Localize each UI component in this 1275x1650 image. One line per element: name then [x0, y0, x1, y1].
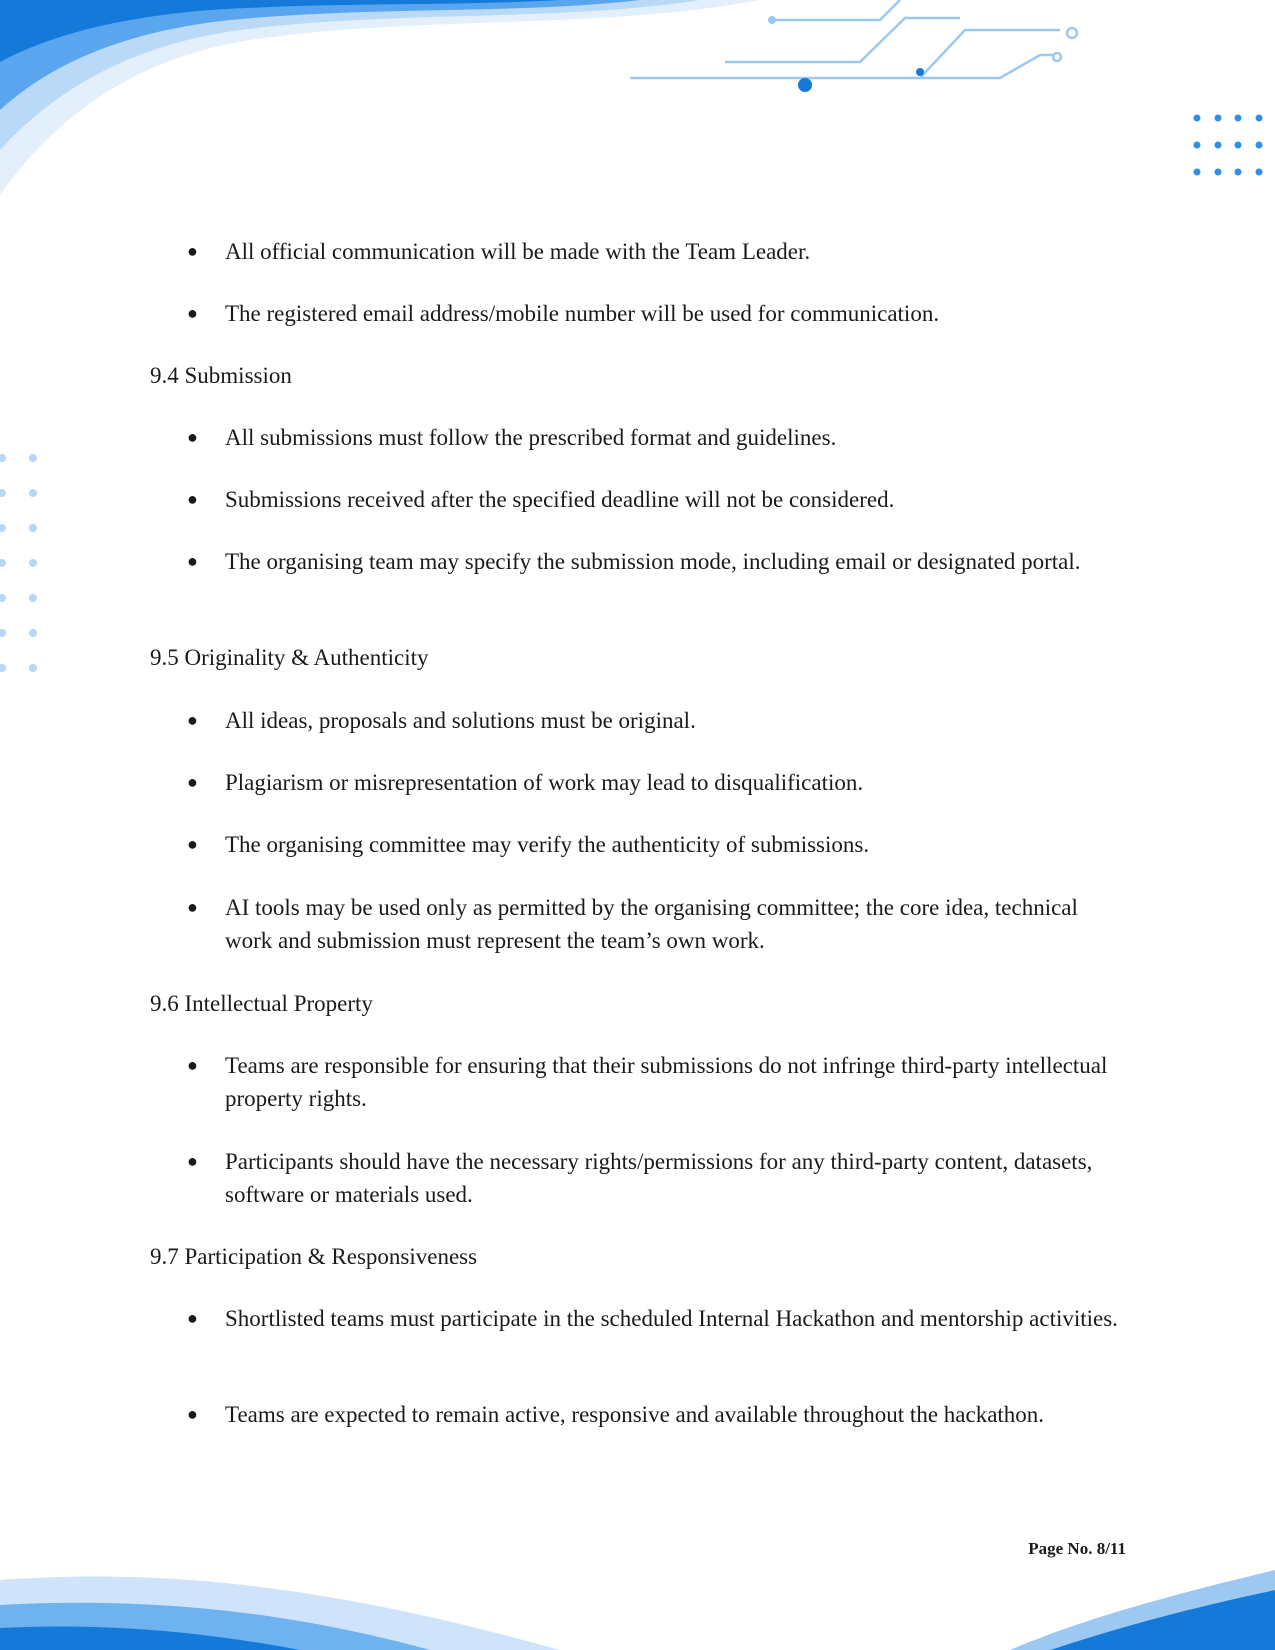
list-item-text: Participants should have the necessary rights/permissions for any third-party content, datasets, software or materials used.	[225, 1149, 1093, 1207]
list-item-text: Teams are expected to remain active, responsive and available throughout the hackathon.	[225, 1402, 1045, 1427]
list-item	[187, 1398, 1125, 1431]
list-item	[187, 1145, 1125, 1211]
list-item	[187, 1302, 1125, 1335]
list-item	[187, 828, 1125, 861]
bullet-icon: ●	[187, 897, 198, 917]
list-item-text: The organising committee may verify the authenticity of submissions.	[225, 832, 870, 857]
bullet-icon: ●	[187, 427, 198, 447]
list-item-text: All official communication will be made with the Team Leader.	[225, 239, 811, 264]
bullet-icon: ●	[187, 1404, 198, 1424]
bullet-icon: ●	[187, 834, 198, 854]
list-item	[187, 421, 1125, 454]
list-item	[187, 483, 1125, 516]
bullet-icon: ●	[187, 241, 198, 261]
list-item-text: Submissions received after the specified deadline will not be considered.	[225, 487, 895, 512]
list-item	[187, 766, 1125, 799]
list-item-text: Teams are responsible for ensuring that their submissions do not infringe third-party intellectual property rights.	[225, 1053, 1108, 1111]
list-item-text: The registered email address/mobile number will be used for communication.	[225, 301, 940, 326]
list-item-text: All ideas, proposals and solutions must be original.	[225, 708, 696, 733]
bullet-icon: ●	[187, 551, 198, 571]
bullet-icon: ●	[187, 1308, 198, 1328]
section-heading: 9.7 Participation & Responsiveness	[150, 1244, 478, 1269]
list-item-text: Plagiarism or misrepresentation of work may lead to disqualification.	[225, 770, 864, 795]
page-number: Page No. 8/11	[1028, 1539, 1126, 1558]
list-item	[187, 235, 1125, 268]
section-heading: 9.5 Originality & Authenticity	[150, 645, 429, 670]
list-item-text: All submissions must follow the prescribed format and guidelines.	[225, 425, 837, 450]
bullet-icon: ●	[187, 489, 198, 509]
list-item	[187, 1049, 1125, 1115]
bullet-icon: ●	[187, 710, 198, 730]
bullet-icon: ●	[187, 303, 198, 323]
bullet-icon: ●	[187, 1055, 198, 1075]
section-heading: 9.6 Intellectual Property	[150, 991, 373, 1016]
list-item-text: The organising team may specify the submission mode, including email or designated portal.	[225, 549, 1081, 574]
list-item	[187, 297, 1125, 330]
list-item-text: AI tools may be used only as permitted by the organising committee; the core idea, technical work and submission must represent the team’s own work.	[225, 895, 1078, 953]
list-item	[187, 891, 1125, 957]
list-item-text: Shortlisted teams must participate in the scheduled Internal Hackathon and mentorship activities.	[225, 1306, 1118, 1331]
bullet-icon: ●	[187, 772, 198, 792]
list-item	[187, 704, 1125, 737]
section-heading: 9.4 Submission	[150, 363, 292, 388]
list-item	[187, 545, 1125, 578]
bullet-icon: ●	[187, 1151, 198, 1171]
